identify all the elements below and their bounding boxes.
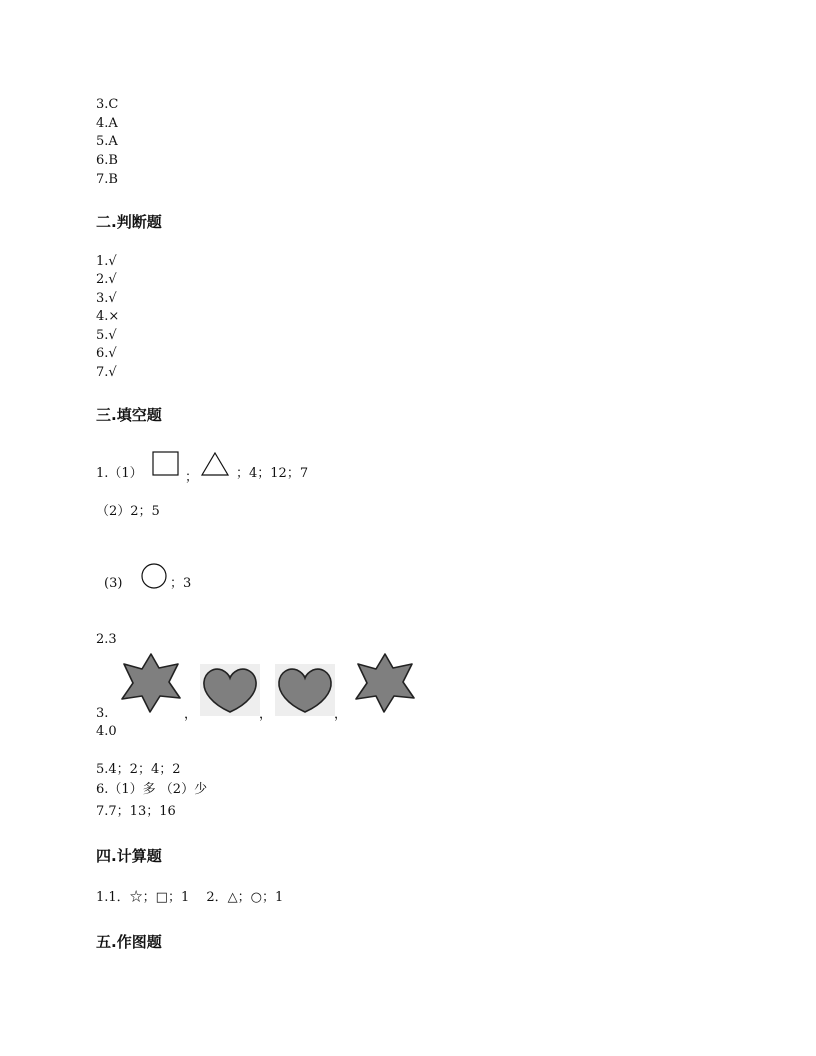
fill-answer-1-prefix: 1.（1）: [96, 466, 143, 481]
section-title-fill-blank: 三.填空题: [96, 406, 162, 424]
judgement-answer-2: 2.√: [96, 272, 117, 287]
circle-icon: [140, 562, 168, 590]
section-title-calculation: 四.计算题: [96, 847, 162, 865]
section-title-drawing: 五.作图题: [96, 933, 162, 951]
fill-answer-1-part-2: （2）2；5: [96, 504, 160, 519]
fill-answer-1-separator: ；: [185, 470, 199, 485]
fill-answer-3-prefix: 3.: [96, 706, 109, 721]
calculation-answer-1: 1.1．☆；□；1 2．△；○；1: [96, 890, 284, 905]
shape-separator: ，: [184, 707, 198, 722]
answer-4: 4.A: [96, 116, 118, 131]
triangle-icon: [200, 452, 230, 476]
fill-answer-5: 5.4；2；4；2: [96, 762, 181, 777]
heart-icon: [275, 664, 335, 716]
star-icon: [118, 652, 184, 714]
answer-7: 7.B: [96, 172, 118, 187]
judgement-answer-7: 7.√: [96, 365, 117, 380]
shape-separator: ，: [334, 707, 348, 722]
fill-answer-1-tail: ；4；12；7: [236, 466, 309, 481]
fill-answer-1-part-3-prefix: (3): [104, 576, 123, 591]
fill-answer-2: 2.3: [96, 632, 117, 647]
fill-answer-6: 6.（1）多 （2）少: [96, 782, 208, 797]
fill-answer-7: 7.7；13；16: [96, 804, 176, 819]
square-icon: [152, 451, 180, 477]
fill-answer-1-part-3-tail: ；3: [170, 576, 192, 591]
shape-separator: ，: [259, 707, 273, 722]
section-title-judgement: 二.判断题: [96, 213, 162, 231]
answer-3: 3.C: [96, 97, 119, 112]
answer-6: 6.B: [96, 153, 118, 168]
judgement-answer-6: 6.√: [96, 346, 117, 361]
fill-answer-4: 4.0: [96, 724, 117, 739]
judgement-answer-1: 1.√: [96, 254, 117, 269]
judgement-answer-4: 4.×: [96, 309, 120, 324]
judgement-answer-3: 3.√: [96, 291, 117, 306]
heart-icon: [200, 664, 260, 716]
judgement-answer-5: 5.√: [96, 328, 117, 343]
answer-5: 5.A: [96, 134, 118, 149]
star-icon: [352, 652, 418, 714]
